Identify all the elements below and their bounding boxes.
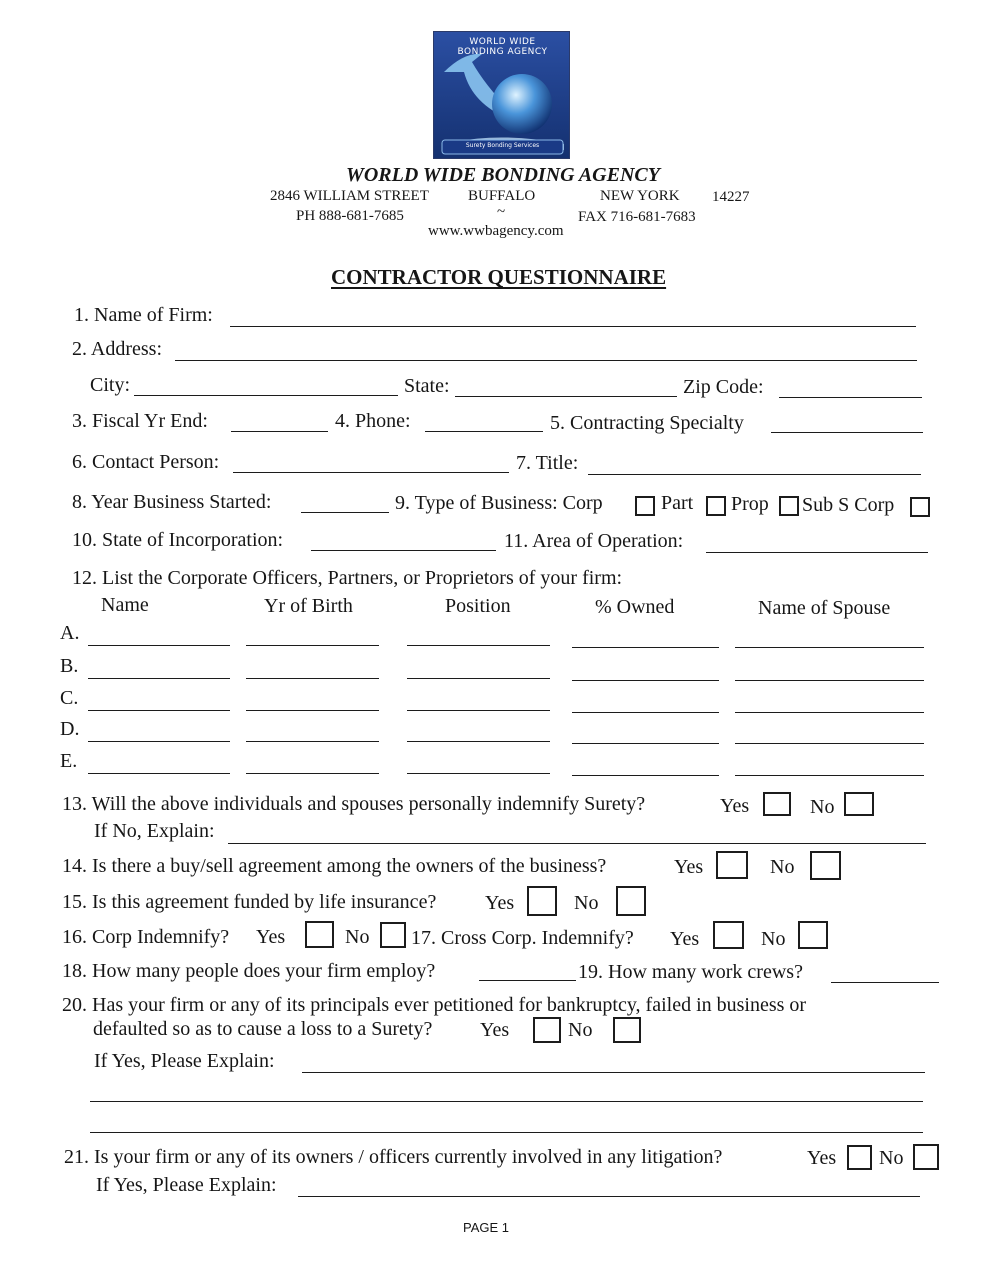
logo-line1: WORLD WIDE bbox=[469, 37, 536, 47]
officer-yr-birth-field[interactable] bbox=[246, 645, 379, 646]
subs-label: Sub S Corp bbox=[802, 494, 895, 516]
officer-yr-birth-field[interactable] bbox=[246, 741, 379, 742]
q10-label: 10. State of Incorporation: bbox=[72, 529, 284, 551]
q17-no-label: No bbox=[761, 928, 786, 950]
q18-label: 18. How many people does your firm employ? bbox=[62, 960, 436, 982]
q8-label: 8. Year Business Started: bbox=[72, 491, 272, 513]
q13-yes-label: Yes bbox=[720, 795, 750, 817]
q6-label: 6. Contact Person: bbox=[72, 451, 220, 473]
officer-spouse-field[interactable] bbox=[735, 680, 924, 681]
q21-explain-field[interactable] bbox=[298, 1196, 920, 1197]
q5-label: 5. Contracting Specialty bbox=[550, 412, 744, 434]
officer-row-label: B. bbox=[60, 655, 79, 677]
q20-explain-field[interactable] bbox=[302, 1072, 925, 1073]
col-owned: % Owned bbox=[595, 596, 675, 618]
q20-label-line1: 20. Has your firm or any of its principals ever petitioned for bankruptcy, failed in business or bbox=[62, 994, 807, 1016]
specialty-field[interactable] bbox=[771, 432, 923, 433]
officer-spouse-field[interactable] bbox=[735, 647, 924, 648]
q17-yes-label: Yes bbox=[670, 928, 700, 950]
q17-yes-checkbox[interactable] bbox=[713, 921, 744, 949]
state-label: State: bbox=[404, 375, 450, 397]
officer-name-field[interactable] bbox=[88, 645, 230, 646]
officer-name-field[interactable] bbox=[88, 773, 230, 774]
officer-position-field[interactable] bbox=[407, 710, 550, 711]
zip-label: Zip Code: bbox=[683, 376, 764, 398]
q16-yes-label: Yes bbox=[256, 926, 286, 948]
prop-label: Prop bbox=[731, 493, 769, 515]
state-field[interactable] bbox=[455, 396, 677, 397]
q14-yes-checkbox[interactable] bbox=[716, 851, 748, 879]
col-spouse: Name of Spouse bbox=[758, 597, 891, 619]
corp-checkbox[interactable] bbox=[635, 496, 655, 516]
logo-line2: BONDING AGENCY bbox=[457, 47, 548, 57]
year-started-field[interactable] bbox=[301, 512, 389, 513]
prop-checkbox[interactable] bbox=[779, 496, 799, 516]
part-checkbox[interactable] bbox=[706, 496, 726, 516]
q1-label: 1. Name of Firm: bbox=[74, 304, 213, 326]
page-title: CONTRACTOR QUESTIONNAIRE bbox=[331, 265, 667, 289]
q21-no-checkbox[interactable] bbox=[913, 1144, 939, 1170]
phone-field[interactable] bbox=[425, 431, 543, 432]
col-position: Position bbox=[445, 595, 511, 617]
officer-name-field[interactable] bbox=[88, 741, 230, 742]
city-label: City: bbox=[90, 374, 131, 396]
q16-no-label: No bbox=[345, 926, 370, 948]
officer-position-field[interactable] bbox=[407, 741, 550, 742]
part-label: Part bbox=[661, 492, 694, 514]
agency-zip: 14227 bbox=[712, 189, 750, 205]
q21-yes-checkbox[interactable] bbox=[847, 1145, 872, 1170]
officer-row-label: A. bbox=[60, 622, 80, 644]
q21-label: 21. Is your firm or any of its owners / officers currently involved in any litigation? bbox=[64, 1146, 723, 1168]
q13-yes-checkbox[interactable] bbox=[763, 792, 791, 816]
officer-spouse-field[interactable] bbox=[735, 743, 924, 744]
agency-phone: PH 888-681-7685 bbox=[296, 208, 404, 224]
q11-label: 11. Area of Operation: bbox=[504, 530, 684, 552]
logo-tagline: Surety Bonding Services bbox=[465, 142, 540, 149]
officer-owned-field[interactable] bbox=[572, 647, 719, 648]
q21-yes-label: Yes bbox=[807, 1147, 837, 1169]
employees-field[interactable] bbox=[479, 980, 576, 981]
q20-no-checkbox[interactable] bbox=[613, 1017, 641, 1043]
q13-no-label: No bbox=[810, 796, 835, 818]
agency-street: 2846 WILLIAM STREET bbox=[270, 188, 429, 204]
officer-name-field[interactable] bbox=[88, 710, 230, 711]
agency-state: NEW YORK bbox=[600, 188, 680, 204]
q16-yes-checkbox[interactable] bbox=[305, 921, 334, 948]
officer-owned-field[interactable] bbox=[572, 712, 719, 713]
q20-yes-checkbox[interactable] bbox=[533, 1017, 561, 1043]
q15-no-label: No bbox=[574, 892, 599, 914]
area-operation-field[interactable] bbox=[706, 552, 928, 553]
officer-owned-field[interactable] bbox=[572, 775, 719, 776]
q15-no-checkbox[interactable] bbox=[616, 886, 646, 916]
title-field[interactable] bbox=[588, 474, 921, 475]
officer-position-field[interactable] bbox=[407, 645, 550, 646]
officer-position-field[interactable] bbox=[407, 678, 550, 679]
state-incorporation-field[interactable] bbox=[311, 550, 496, 551]
officer-spouse-field[interactable] bbox=[735, 775, 924, 776]
header-separator: ~ bbox=[497, 204, 506, 220]
officer-owned-field[interactable] bbox=[572, 680, 719, 681]
q13-no-checkbox[interactable] bbox=[844, 792, 874, 816]
firm-name-field[interactable] bbox=[230, 326, 916, 327]
q14-label: 14. Is there a buy/sell agreement among the owners of the business? bbox=[62, 855, 607, 877]
q19-label: 19. How many work crews? bbox=[578, 961, 803, 983]
agency-city: BUFFALO bbox=[468, 188, 536, 204]
officer-yr-birth-field[interactable] bbox=[246, 710, 379, 711]
q9-label: 9. Type of Business: Corp bbox=[395, 492, 603, 514]
q13-label: 13. Will the above individuals and spouses personally indemnify Surety? bbox=[62, 793, 646, 815]
officer-row-label: D. bbox=[60, 718, 80, 740]
q20-explain-line3[interactable] bbox=[90, 1132, 923, 1133]
address-field[interactable] bbox=[175, 360, 917, 361]
agency-website: www.wwbagency.com bbox=[428, 223, 564, 239]
q2-label: 2. Address: bbox=[72, 338, 162, 360]
q16-no-checkbox[interactable] bbox=[380, 922, 406, 948]
officer-row-label: C. bbox=[60, 687, 79, 709]
officer-owned-field[interactable] bbox=[572, 743, 719, 744]
fiscal-year-field[interactable] bbox=[231, 431, 328, 432]
q20-explain-label: If Yes, Please Explain: bbox=[94, 1050, 275, 1072]
q21-explain-label: If Yes, Please Explain: bbox=[96, 1174, 277, 1196]
q15-label: 15. Is this agreement funded by life insurance? bbox=[62, 891, 437, 913]
col-name: Name bbox=[101, 594, 149, 616]
q21-no-label: No bbox=[879, 1147, 904, 1169]
officer-yr-birth-field[interactable] bbox=[246, 773, 379, 774]
agency-fax: FAX 716-681-7683 bbox=[578, 209, 696, 225]
q20-explain-line2[interactable] bbox=[90, 1101, 923, 1102]
q20-no-label: No bbox=[568, 1019, 593, 1041]
sub-s-corp-checkbox[interactable] bbox=[910, 497, 930, 517]
officer-name-field[interactable] bbox=[88, 678, 230, 679]
q15-yes-label: Yes bbox=[485, 892, 515, 914]
q13-explain-field[interactable] bbox=[228, 843, 926, 844]
q12-label: 12. List the Corporate Officers, Partners, or Proprietors of your firm: bbox=[72, 567, 623, 589]
officer-spouse-field[interactable] bbox=[735, 712, 924, 713]
q20-yes-label: Yes bbox=[480, 1019, 510, 1041]
agency-name: WORLD WIDE BONDING AGENCY bbox=[346, 164, 660, 186]
q20-label-line2: defaulted so as to cause a loss to a Surety? bbox=[93, 1018, 433, 1040]
q14-no-checkbox[interactable] bbox=[810, 851, 841, 880]
contact-person-field[interactable] bbox=[233, 472, 509, 473]
q7-label: 7. Title: bbox=[516, 452, 579, 474]
city-field[interactable] bbox=[134, 395, 398, 396]
zip-field[interactable] bbox=[779, 397, 922, 398]
officer-position-field[interactable] bbox=[407, 773, 550, 774]
officer-row-label: E. bbox=[60, 750, 78, 772]
q14-yes-label: Yes bbox=[674, 856, 704, 878]
page-number: PAGE 1 bbox=[463, 1220, 510, 1235]
q15-yes-checkbox[interactable] bbox=[527, 886, 557, 916]
q4-label: 4. Phone: bbox=[335, 410, 411, 432]
q14-no-label: No bbox=[770, 856, 795, 878]
q17-no-checkbox[interactable] bbox=[798, 921, 828, 949]
q16-label: 16. Corp Indemnify? bbox=[62, 926, 230, 948]
q17-label: 17. Cross Corp. Indemnify? bbox=[411, 927, 634, 949]
officer-yr-birth-field[interactable] bbox=[246, 678, 379, 679]
agency-logo bbox=[433, 31, 570, 159]
work-crews-field[interactable] bbox=[831, 982, 939, 983]
col-yr-birth: Yr of Birth bbox=[264, 595, 353, 617]
q13-explain-label: If No, Explain: bbox=[94, 820, 215, 842]
q3-label: 3. Fiscal Yr End: bbox=[72, 410, 208, 432]
